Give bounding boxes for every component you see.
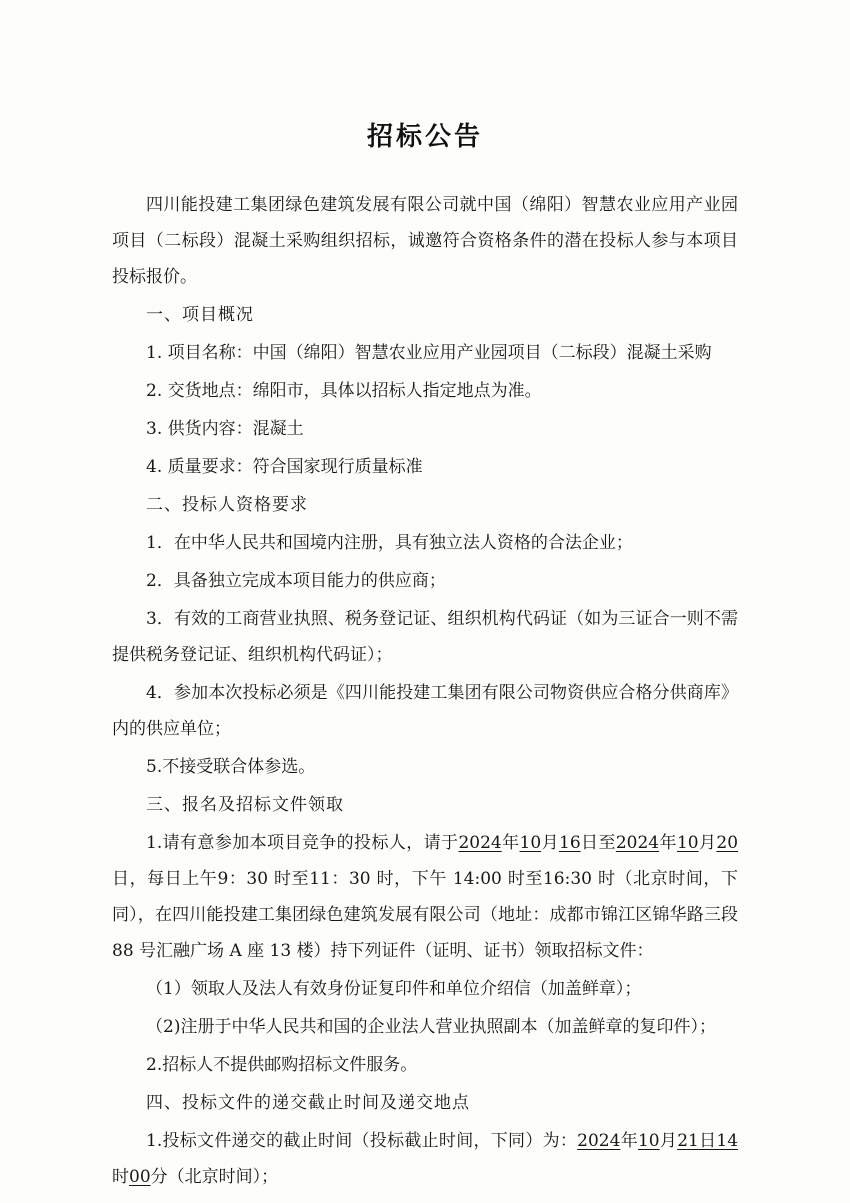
list-item-qualification-3: 3．有效的工商营业执照、税务登记证、组织机构代码证（如为三证合一则不需提供税务登记证、组织机构代码证）；: [112, 609, 738, 665]
month-unit-2: 月: [698, 833, 717, 853]
list-item-project-name: 1. 项目名称：中国（绵阳）智慧农业应用产业园项目（二标段）混凝土采购: [146, 343, 712, 363]
registration-to: 至: [598, 833, 616, 853]
list-item-supply-content: 3. 供货内容：混凝土: [146, 419, 304, 439]
deadline-year-unit: 年: [620, 1131, 638, 1151]
heading-section-4: 四、投标文件的递交截止时间及递交地点: [146, 1093, 470, 1113]
registration-middle: ，每日上午9：30 时至11：30 时，下午 14:00 时至16:30 时（北京时间，下同），在四川能投建工集团绿色建筑发展有限公司（地址：成都市锦江区锦华路三段 88 号汇融广场 A 座 13 楼）持下列证件（证明、证书）领取招标文件：: [112, 869, 738, 961]
day-unit-1: 日: [580, 833, 599, 853]
deadline-day: 21: [677, 1131, 699, 1151]
list-item-quality-requirement: 4. 质量要求：符合国家现行质量标准: [146, 457, 423, 477]
registration-end-month: 10: [676, 833, 699, 853]
paragraph-deadline: [112, 1123, 738, 1195]
deadline-prefix: 1.投标文件递交的截止时间（投标截止时间，下同）为：: [146, 1131, 578, 1151]
registration-start-year: 2024: [458, 833, 502, 853]
deadline-month: 10: [637, 1131, 660, 1151]
deadline-minute: 00: [129, 1167, 151, 1187]
month-unit-1: 月: [541, 833, 559, 853]
registration-end-year: 2024: [615, 833, 660, 853]
deadline-minute-unit: 分: [150, 1167, 168, 1187]
list-item-qualification-4: 4．参加本次投标必须是《四川能投建工集团有限公司物资供应合格分供商库》内的供应单位；: [112, 683, 738, 739]
registration-doc-item-1: （1）领取人及法人有效身份证复印件和单位介绍信（加盖鲜章）；: [146, 979, 642, 999]
deadline-hour: 14: [716, 1131, 739, 1151]
year-unit-1: 年: [501, 833, 520, 853]
deadline-month-unit: 月: [659, 1131, 678, 1151]
list-item-qualification-1: 1．在中华人民共和国境内注册，具有独立法人资格的合法企业；: [146, 533, 633, 553]
year-unit-2: 年: [659, 833, 677, 853]
registration-doc-item-2: （2)注册于中华人民共和国的企业法人营业执照副本（加盖鲜章的复印件）；: [146, 1017, 716, 1037]
heading-section-2: 二、投标人资格要求: [146, 495, 308, 515]
registration-doc-item-3: 2.招标人不提供邮购招标文件服务。: [146, 1055, 418, 1075]
registration-start-day: 16: [559, 833, 581, 853]
page-title: 招标公告: [366, 122, 483, 152]
registration-start-month: 10: [519, 833, 542, 853]
registration-end-day: 20: [716, 833, 739, 853]
paragraph-registration: [112, 825, 738, 969]
heading-section-3: 三、报名及招标文件领取: [146, 795, 344, 815]
deadline-year: 2024: [577, 1131, 621, 1151]
list-item-qualification-2: 2．具备独立完成本项目能力的供应商；: [146, 571, 446, 591]
deadline-hour-unit: 时: [112, 1167, 129, 1187]
deadline-suffix: （北京时间）；: [167, 1167, 279, 1187]
heading-section-1: 一、项目概况: [146, 305, 254, 325]
registration-prefix: 1.请有意参加本项目竞争的投标人，请于: [146, 833, 459, 853]
day-unit-2: 日: [112, 869, 130, 889]
deadline-day-unit: 日: [698, 1131, 717, 1151]
list-item-delivery-place: 2. 交货地点：绵阳市，具体以招标人指定地点为准。: [146, 381, 542, 401]
paragraph-intro: 四川能投建工集团绿色建筑发展有限公司就中国（绵阳）智慧农业应用产业园项目（二标段）混凝土采购组织招标，诚邀符合资格条件的潜在投标人参与本项目投标报价。: [112, 195, 738, 287]
list-item-qualification-5: 5.不接受联合体参选。: [146, 757, 316, 777]
